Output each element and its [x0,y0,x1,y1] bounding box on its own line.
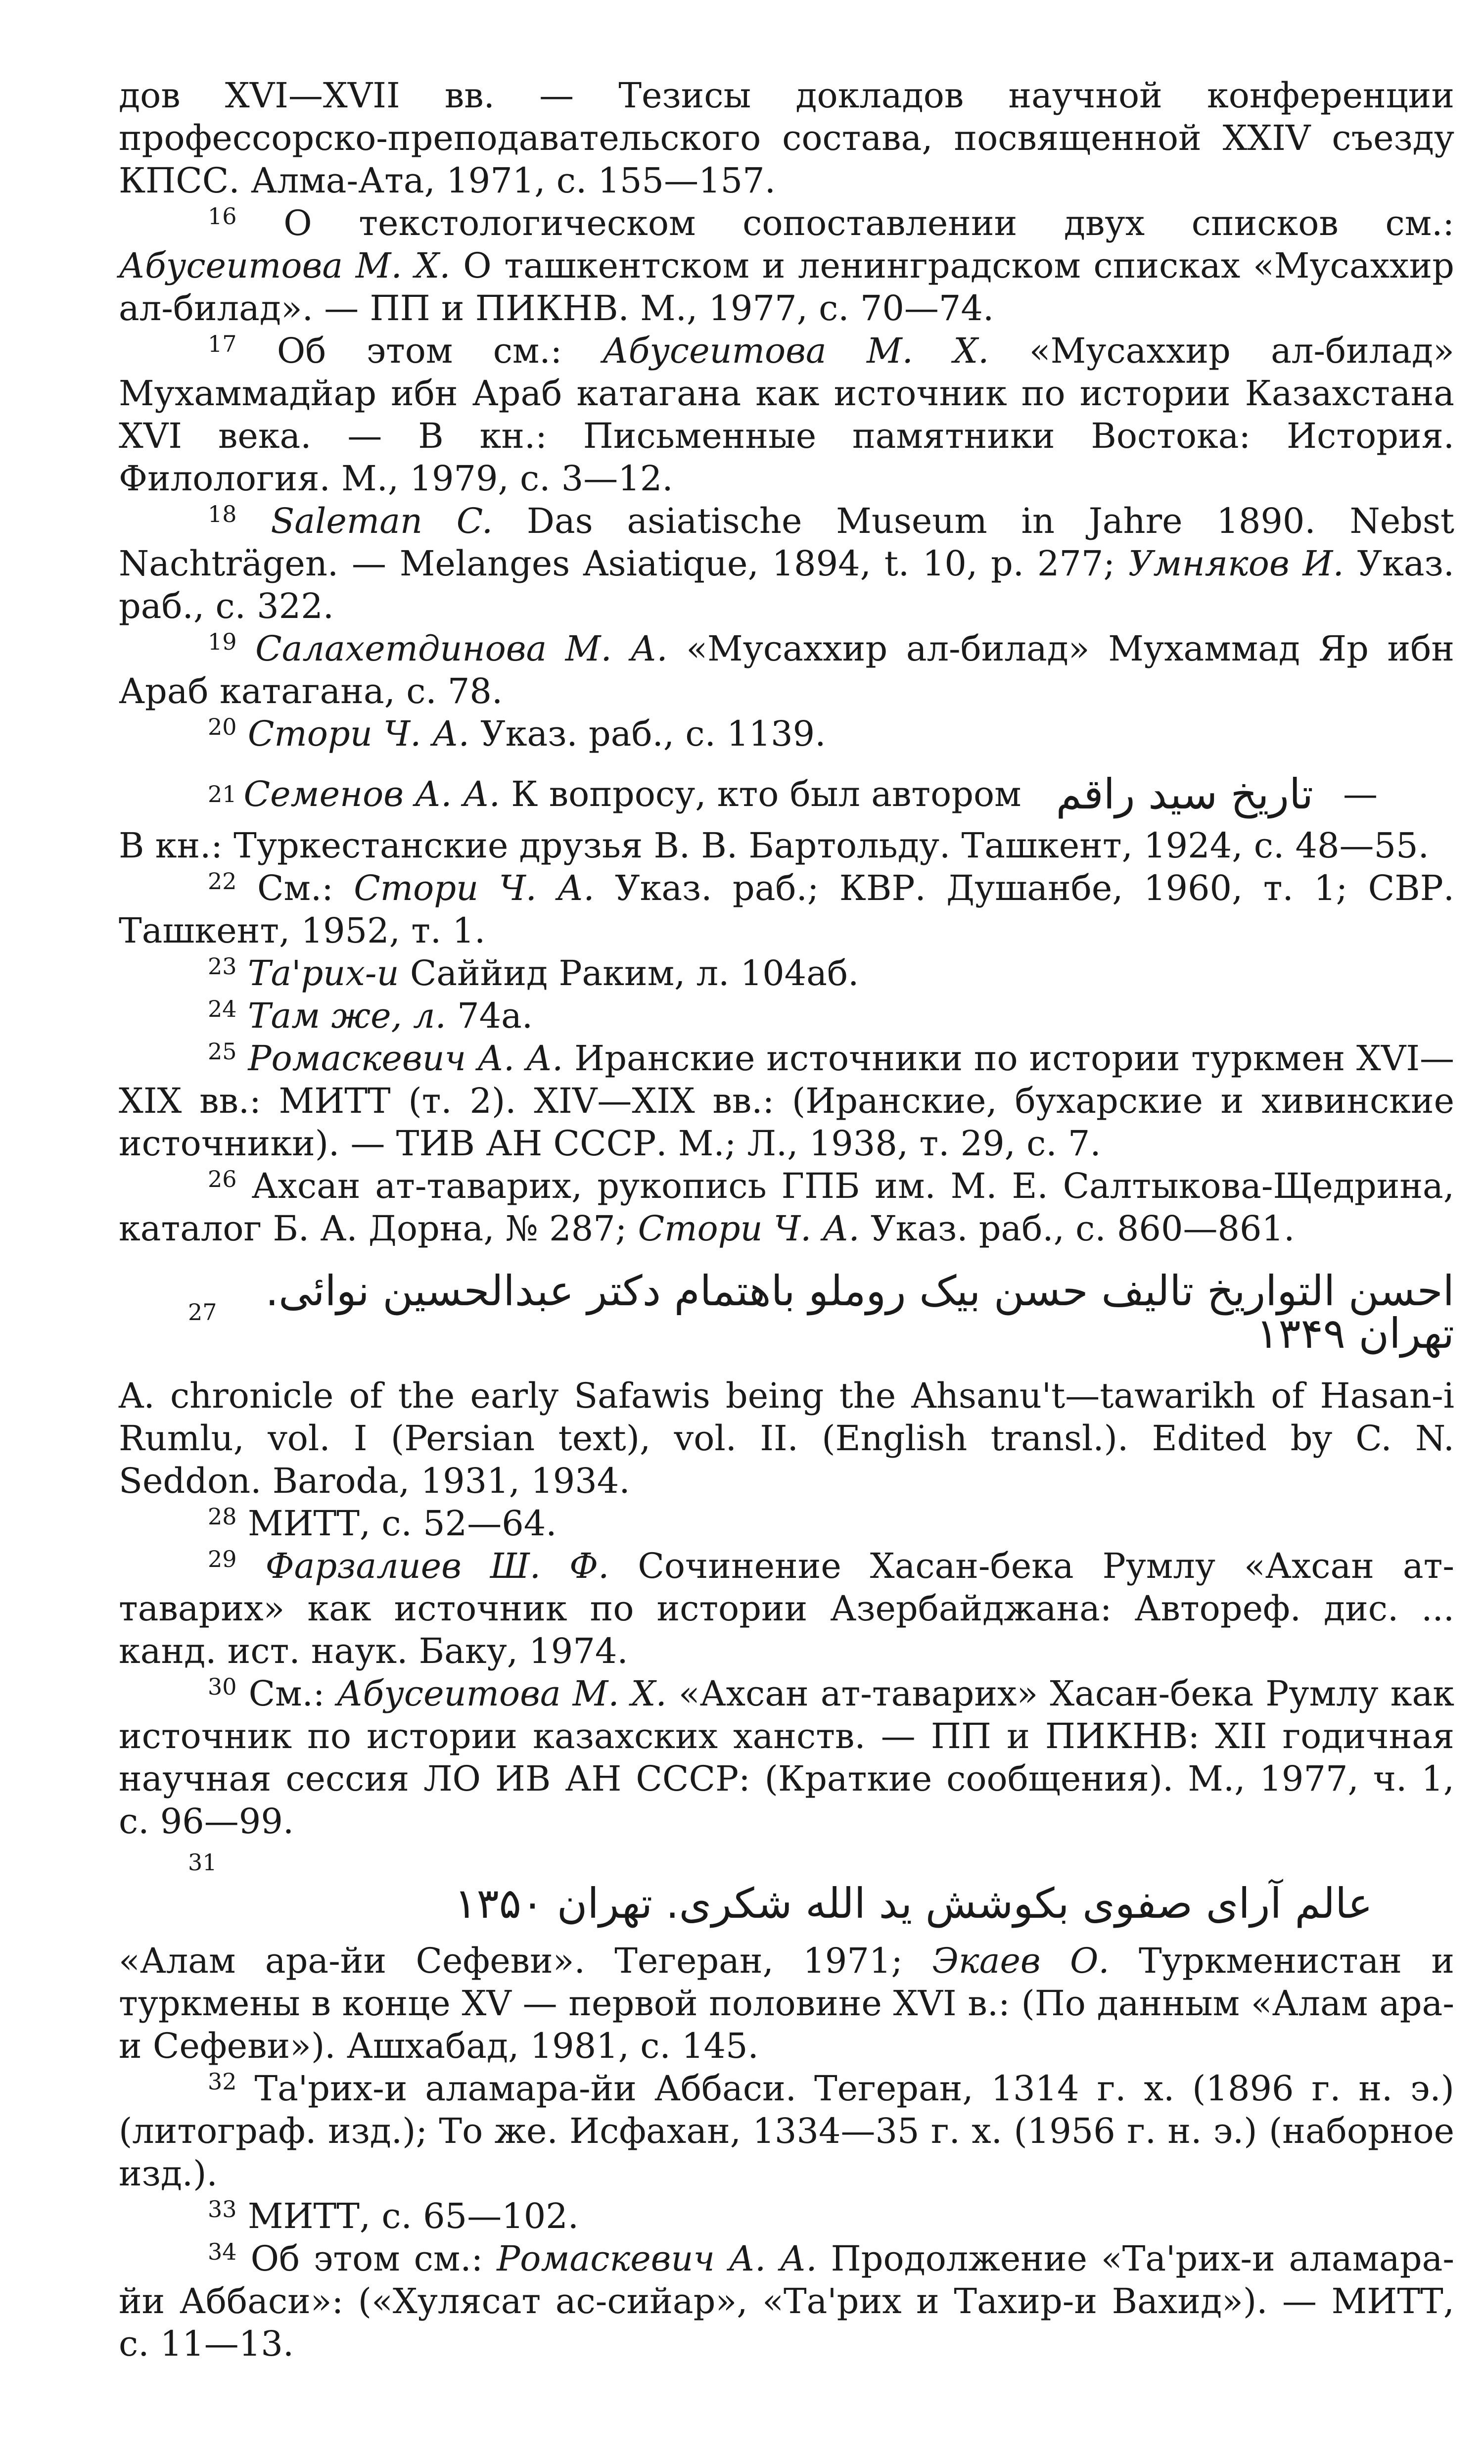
footnote-italic-text: Абусеитова М. Х. [119,245,451,286]
footnote-16 [119,202,1454,330]
footnote-text: «Алам ара-йи Сефеви». Тегеран, 1971; [119,1941,932,1981]
footnote-text: О ташкентском и ленинградском списках «Мусаххир ал-билад». — ПП и ПИКНВ. М., 1977, с. 70—74. [119,245,1454,329]
footnote-33 [119,2195,1454,2237]
footnote-text: Указ. раб., с. 1139. [469,713,826,754]
footnote-italic-text: Ромаскевич А. А. [497,2238,817,2279]
footnote-italic-text: Ромаскевич А. А. [248,1038,563,1079]
footnote-26 [119,1165,1454,1250]
page [119,74,1454,2365]
footnote-number: 20 [208,713,237,740]
footnote-text: См.: [257,868,354,908]
footnote-number: 19 [208,628,237,655]
footnote-text: Указ. раб.; КВР. Душанбе, 1960, т. 1; СВР. Ташкент, 1952, т. 1. [119,868,1454,951]
footnote-italic-text: Фарзалиев Ш. Ф. [265,1546,609,1586]
footnote-32 [119,2067,1454,2195]
footnote-italic-text: Абусеитова М. Х. [602,331,989,371]
footnote-dash: — [1343,774,1378,814]
footnote-text: Das asiatische Museum in Jahre 1890. Nebst Nachträgen. — Melanges Asiatique, 1894, t. 10, p. 277; [119,501,1454,584]
footnote-text: Указ. раб., с. 322. [119,543,1454,626]
footnote-text: «Мусаххир ал-билад» Мухаммадйар ибн Араб катагана как источник по истории Казахстана XVI века. — В кн.: Письменные памятники Востока: История. Филология. М., 1979, с. 3—12. [119,331,1454,499]
footnote-text: 74а. [446,995,533,1036]
footnotes-group-d [119,2067,1454,2365]
footnotes-group-c [119,1502,1454,1843]
footnote-text: Продолжение «Та'рих-и аламара-йи Аббаси»: («Хулясат ас-сийар», «Та'рих и Тахир-и Вахид»). — МИТТ, с. 11—13. [119,2238,1454,2364]
footnote-23 [119,952,1454,995]
footnotes-group-a [119,74,1454,755]
footnote-continuation: A. chronicle of the early Safawis being the Ahsanu't—tawarikh of Hasan-i Rumlu, vol. I (Persian text), vol. II. (English transl.). Edited by C. N. Seddon. Baroda, 1931, 1934. [119,1375,1454,1501]
footnote-italic-text: Абусеитова М. Х. [336,1673,667,1714]
arabic-title: احسن التواریخ تالیف حسن بیک روملو باهتمام دکتر عبدالحسین نوائی. تهران ۱۳۴۹ [265,1267,1454,1358]
footnote-italic-text: Стори Ч. А. [638,1208,860,1249]
footnote-text: Иранские источники по истории туркмен XVI—XIX вв.: МИТТ (т. 2). XIV—XIX вв.: (Иранские, бухарские и хивинские источники). — ТИВ АН СССР. М.; Л., 1938, т. 29, с. 7. [119,1038,1454,1164]
footnote-text: МИТТ, с. 52—64. [247,1503,557,1544]
footnote-number: 17 [208,331,237,357]
footnote-29 [119,1545,1454,1672]
footnote-text: Об этом см.: [277,331,603,371]
footnote-number: 22 [208,868,237,895]
footnote-24 [119,995,1454,1037]
footnote-text: Туркменистан и туркмены в конце XV — первой половине XVI в.: (По данным «Алам ара-и Сефеви»). Ашхабад, 1981, с. 145. [119,1941,1454,2066]
footnote-text: дов XVI—XVII вв. — Тезисы докладов научной конференции профессорско-преподавательского состава, посвященной XXIV съезду КПСС. Алма-Ата, 1971, с. 155—157. [119,75,1454,201]
footnote-number: 34 [208,2238,237,2265]
footnote-28 [119,1502,1454,1545]
footnote-number: 25 [208,1038,237,1065]
footnote-italic-text: Там же, л. [247,995,446,1036]
footnote-21: 21 Семенов А. А. К вопросу, кто был автором تاریخ سید راقم — В кн.: Туркестанские друзья В. В. Бартольду. Ташкент, 1924, с. 48—55. [119,773,1454,867]
footnote-italic-text: Стори Ч. А. [354,868,595,908]
footnote-30 [119,1672,1454,1843]
footnote-continuation [119,1940,1454,2067]
footnote-text: Об этом см.: [250,2238,497,2279]
footnote-number: 30 [208,1673,237,1700]
footnote-25 [119,1037,1454,1165]
footnote-number: 23 [208,953,237,980]
footnote-text: См.: [248,1673,337,1714]
footnote-31: 31 عالم آرای صفوی بکوشش ید الله شکری. تهران ۱۳۵۰ «Алам ара-йи Сефеви». Тегеран, 1971; Экаев О. Туркменистан и туркмены в конце XV — первой половине XVI в.: (По данным «Алам ара-и Сефеви»). Ашхабад, 1981, с. 145. [119,1849,1454,2066]
footnote-italic-text: Салахетдинова М. А. [255,628,668,669]
footnote-number: 29 [208,1546,237,1572]
footnote-text: К вопросу, кто был автором [500,774,1021,814]
footnote-number: 28 [208,1503,237,1530]
footnote-20 [119,712,1454,755]
footnote-27: 27 احسن التواریخ تالیف حسن بیک روملو باهتمام دکتر عبدالحسین نوائی. تهران ۱۳۴۹ A. chronicle of the early Safawis being the Ahsanu't—tawarikh of Hasan-i Rumlu, vol. I (Persian text), vol. II. (English transl.). Edited by C. N. Seddon. Baroda, 1931, 1934. [119,1267,1454,1501]
footnote-number: 16 [208,203,237,230]
footnote-text: Сочинение Хасан-бека Румлу «Ахсан ат-таварих» как источник по истории Азербайджана: Автореф. дис. ... канд. ист. наук. Баку, 1974. [119,1546,1454,1671]
footnote-text: О текстологическом сопоставлении двух списков см.: [283,203,1454,243]
footnote-number: 32 [208,2068,237,2095]
arabic-title: تاریخ سید راقم [1056,770,1313,818]
footnote-italic-text: Экаев О. [932,1941,1110,1981]
footnote-text: МИТТ, с. 65—102. [247,2196,579,2236]
footnote-text: Указ. раб., с. 860—861. [859,1208,1295,1249]
footnote-18 [119,500,1454,627]
footnote-italic-text: Стори Ч. А. [247,713,469,754]
footnotes-group-b [119,867,1454,1250]
footnote-text: «Ахсан ат-таварих» Хасан-бека Румлу как источник по истории казахских ханств. — ПП и ПИКНВ: XII годичная научная сессия ЛО ИВ АН СССР: (Краткие сообщения). М., 1977, ч. 1, с. 96—99. [119,1673,1454,1842]
footnote-number: 33 [208,2196,237,2223]
footnote-number: 18 [208,501,237,527]
footnote-continued [119,74,1454,202]
footnote-text: «Мусаххир ал-билад» Мухаммад Яр ибн Араб катагана, с. 78. [119,628,1454,711]
footnote-19 [119,627,1454,712]
footnote-number: 24 [208,995,237,1022]
arabic-title: عالم آرای صفوی بکوشش ید الله شکری. تهران ۱۳۵۰ [454,1879,1373,1928]
footnote-text: Ахсан ат-таварих, рукопись ГПБ им. М. Е. Салтыкова-Щедрина, каталог Б. А. Дорна, № 287; [119,1166,1454,1249]
footnote-italic-text: Та'рих-и [247,953,399,994]
footnote-continuation: В кн.: Туркестанские друзья В. В. Бартольду. Ташкент, 1924, с. 48—55. [119,825,1429,866]
footnote-number: 26 [208,1166,237,1192]
footnote-17 [119,330,1454,500]
footnote-text: Та'рих-и аламара-йи Аббаси. Тегеран, 1314 г. х. (1896 г. н. э.) (литограф. изд.); То же. Исфахан, 1334—35 г. х. (1956 г. н. э.) (наборное изд.). [119,2068,1454,2194]
footnote-22 [119,867,1454,952]
footnote-author: Семенов А. А. [243,774,501,814]
footnote-italic-text: Saleman C. [271,501,493,541]
footnote-italic-text: Умняков И. [1128,543,1344,584]
footnote-34 [119,2237,1454,2365]
footnote-text: Саййид Раким, л. 104аб. [399,953,859,994]
